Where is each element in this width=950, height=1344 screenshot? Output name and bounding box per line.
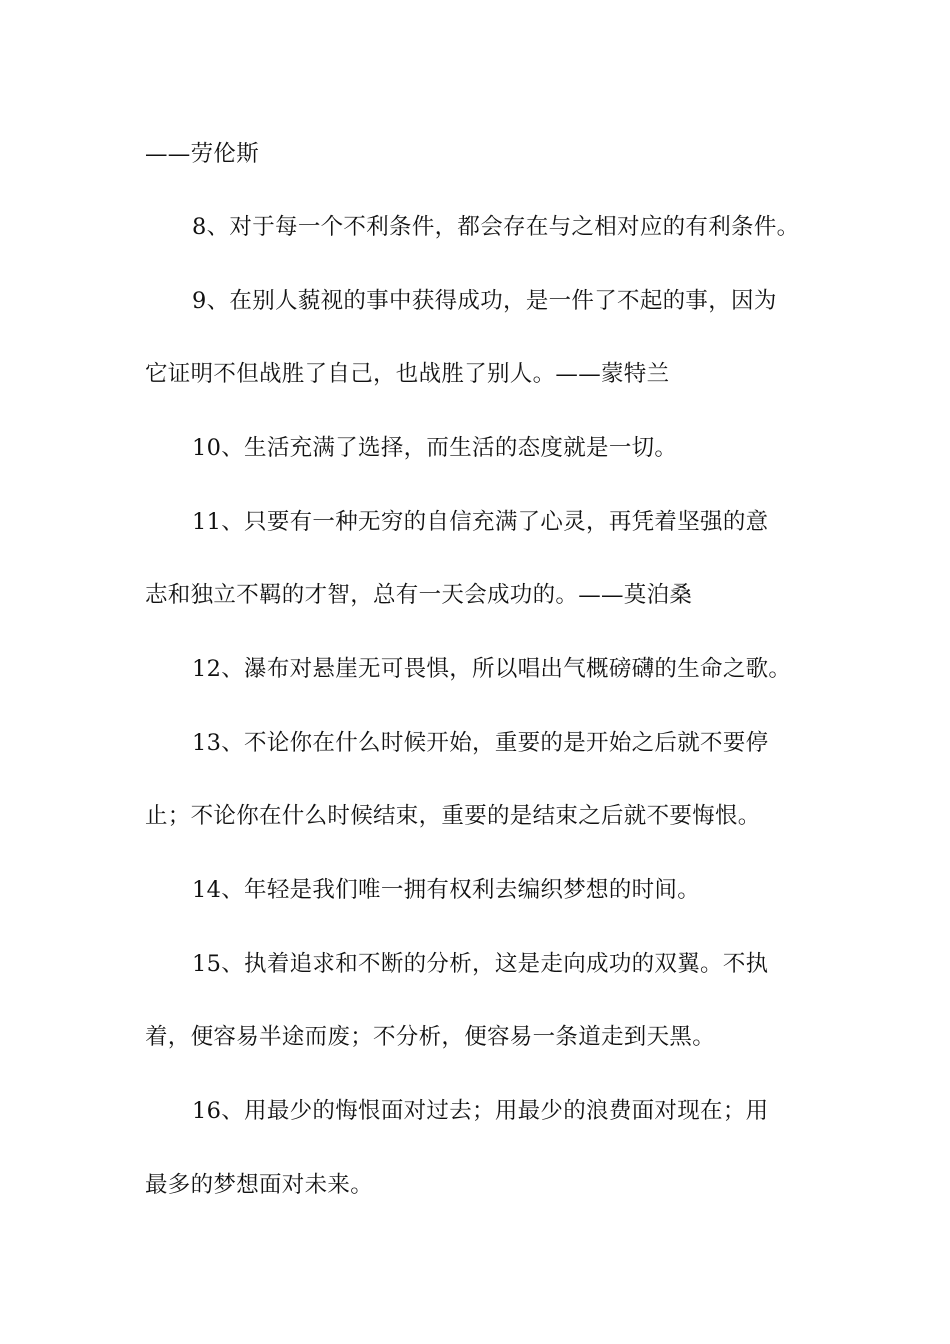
text-line-quote-15-cont: 着，便容易半途而废；不分析，便容易一条道走到天黑。 — [145, 1024, 716, 1050]
text-line-attribution-lawrence: ——劳伦斯 — [145, 141, 260, 167]
text-line-quote-10: 10、生活充满了选择，而生活的态度就是一切。 — [192, 435, 678, 461]
text-line-quote-16: 16、用最少的悔恨面对过去；用最少的浪费面对现在；用 — [192, 1098, 769, 1124]
text-line-quote-11: 11、只要有一种无穷的自信充满了心灵，再凭着坚强的意 — [192, 509, 769, 535]
text-line-quote-13-cont: 止；不论你在什么时候结束，重要的是结束之后就不要悔恨。 — [145, 803, 761, 829]
text-line-quote-16-cont: 最多的梦想面对未来。 — [145, 1172, 374, 1198]
text-line-quote-9: 9、在别人藐视的事中获得成功，是一件了不起的事，因为 — [192, 288, 777, 314]
text-line-quote-9-cont: 它证明不但战胜了自己，也战胜了别人。——蒙特兰 — [145, 361, 670, 387]
text-line-quote-15: 15、执着追求和不断的分析，这是走向成功的双翼。不执 — [192, 951, 769, 977]
text-line-quote-14: 14、年轻是我们唯一拥有权利去编织梦想的时间。 — [192, 877, 701, 903]
text-line-quote-12: 12、瀑布对悬崖无可畏惧，所以唱出气概磅礴的生命之歌。 — [192, 656, 792, 682]
text-line-quote-11-cont: 志和独立不羁的才智，总有一天会成功的。——莫泊桑 — [145, 582, 693, 608]
text-line-quote-8: 8、对于每一个不利条件，都会存在与之相对应的有利条件。 — [192, 214, 800, 240]
text-line-quote-13: 13、不论你在什么时候开始，重要的是开始之后就不要停 — [192, 730, 769, 756]
